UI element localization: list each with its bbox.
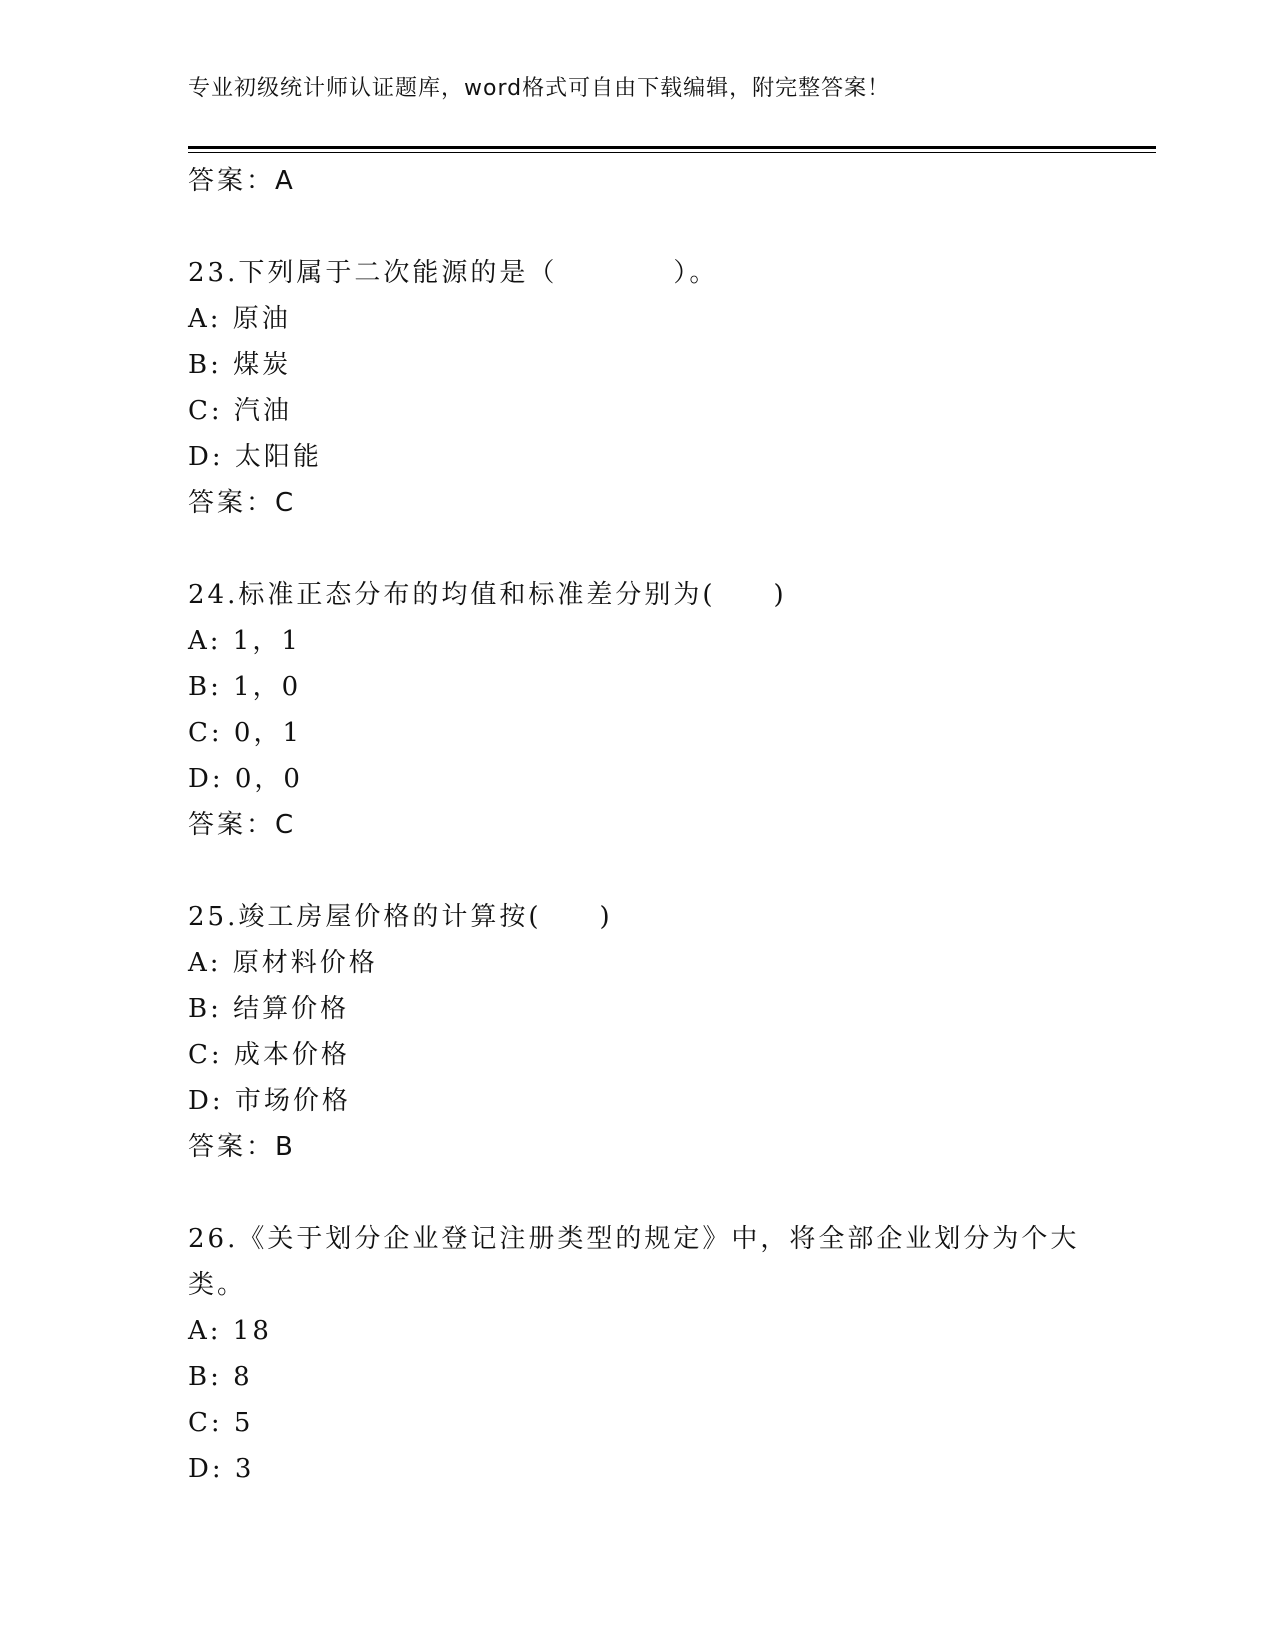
option-a: A: 原材料价格 bbox=[188, 948, 378, 978]
question-item bbox=[188, 250, 1088, 526]
option-d: D: 太阳能 bbox=[188, 442, 322, 472]
option-d: D: 0，0 bbox=[188, 764, 303, 794]
option-c: C: 5 bbox=[188, 1408, 254, 1438]
question-item bbox=[188, 894, 1088, 1170]
spacer bbox=[188, 526, 1088, 572]
spacer bbox=[188, 1170, 1088, 1216]
spacer bbox=[188, 848, 1088, 894]
question-stem-line2: 类。 bbox=[188, 1270, 247, 1300]
option-b: B: 8 bbox=[188, 1362, 253, 1392]
spacer bbox=[188, 204, 1088, 250]
question-stem-line1: 26.《关于划分企业登记注册类型的规定》中，将全部企业划分为个大 bbox=[188, 1224, 1080, 1254]
option-c: C: 成本价格 bbox=[188, 1040, 350, 1070]
page-header: 专业初级统计师认证题库，word格式可自由下载编辑，附完整答案！ bbox=[188, 76, 891, 101]
option-a: A: 18 bbox=[188, 1316, 272, 1346]
option-b: B: 1，0 bbox=[188, 672, 302, 702]
option-d: D: 市场价格 bbox=[188, 1086, 351, 1116]
option-c: C: 0，1 bbox=[188, 718, 303, 748]
answer-line: 答案：C bbox=[188, 810, 297, 840]
option-c: C: 汽油 bbox=[188, 396, 292, 426]
header-rule-thin bbox=[188, 152, 1156, 153]
header-rule bbox=[188, 146, 1156, 149]
option-b: B: 煤炭 bbox=[188, 350, 292, 380]
question-item bbox=[188, 572, 1088, 848]
question-list bbox=[188, 158, 1088, 1492]
answer-line: 答案：B bbox=[188, 1132, 296, 1162]
option-a: A: 原油 bbox=[188, 304, 291, 334]
answer-line: 答案：A bbox=[188, 166, 296, 196]
question-stem: 25.竣工房屋价格的计算按( ) bbox=[188, 902, 613, 932]
question-stem: 23.下列属于二次能源的是（ ）。 bbox=[188, 258, 719, 288]
option-a: A: 1，1 bbox=[188, 626, 301, 656]
answer-line: 答案：C bbox=[188, 488, 297, 518]
option-d: D: 3 bbox=[188, 1454, 255, 1484]
question-item bbox=[188, 1216, 1088, 1492]
option-b: B: 结算价格 bbox=[188, 994, 350, 1024]
question-stem: 24.标准正态分布的均值和标准差分别为( ) bbox=[188, 580, 787, 610]
